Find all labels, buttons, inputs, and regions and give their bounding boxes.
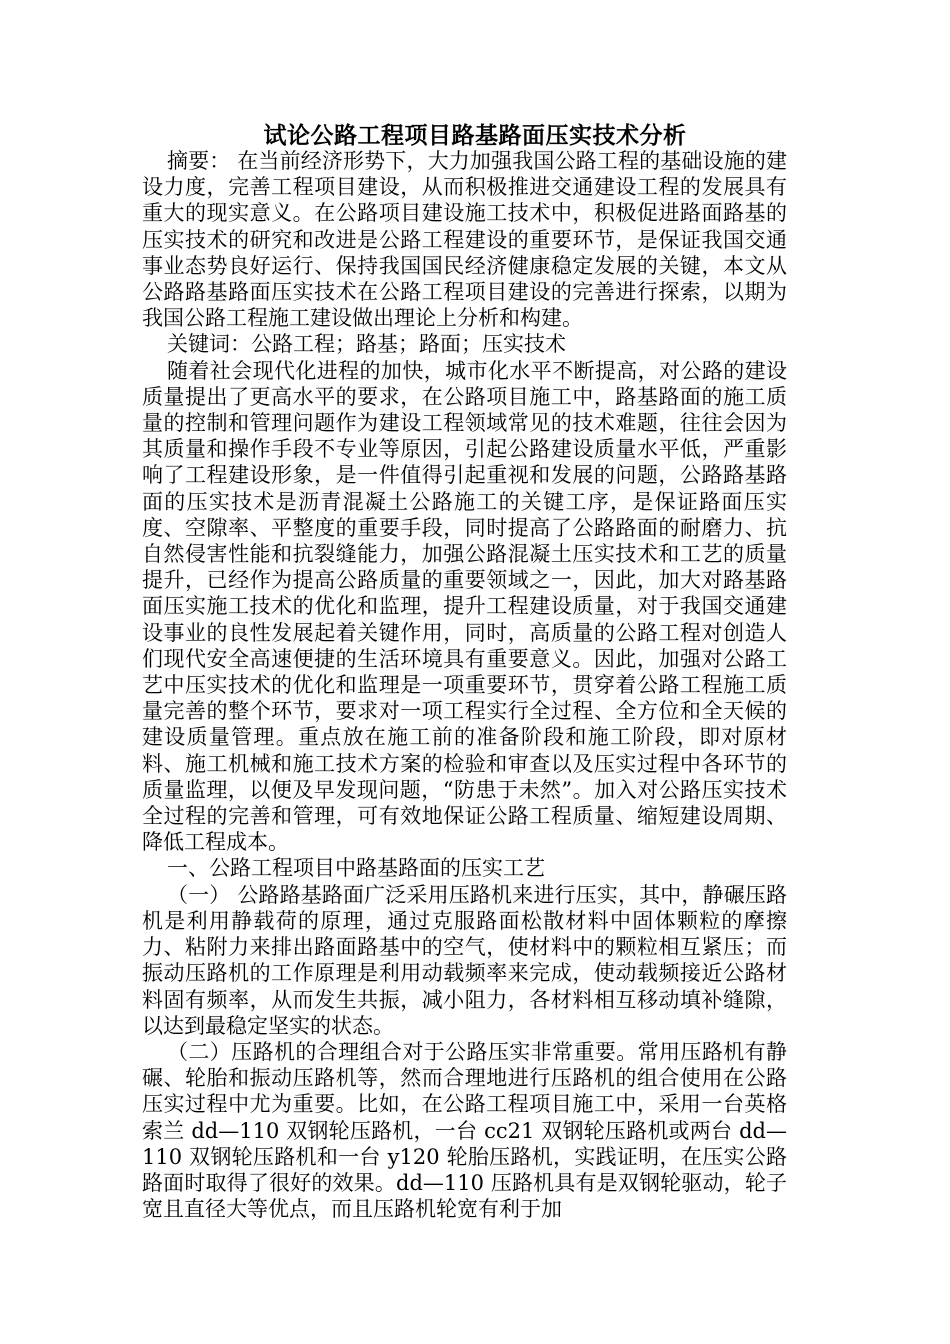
abstract-paragraph: 摘要： 在当前经济形势下，大力加强我国公路工程的基础设施的建设力度，完善工程项目建设，从而积极推进交通建设工程的发展具有重大的现实意义。在公路项目建设施工技术中，积极促进路面路基的压实技术的研究和改进是公路工程建设的重要环节，是保证我国交通事业态势良好运行、保持我国国民经济健康稳定发展的关键，本文从公路路基路面压实技术在公路工程项目建设的完善进行探索，以期为我国公路工程施工建设做出理论上分析和构建。 — [142, 149, 787, 331]
section-heading: 一、公路工程项目中路基路面的压实工艺 — [167, 856, 545, 881]
document-body — [142, 148, 787, 1222]
subsection-1-paragraph: （一） 公路路基路面广泛采用压路机来进行压实，其中，静碾压路机是利用静载荷的原理，通过克服路面松散材料中固体颗粒的摩擦力、粘附力来排出路面路基中的空气，使材料中的颗粒相互紧压；而振动压路机的工作原理是利用动载频率来完成，使动载频接近公路材料固有频率，从而发生共振，减小阻力，各材料相互移动填补缝隙，以达到最稳定坚实的状态。 — [142, 882, 787, 1038]
keywords-paragraph: 关键词：公路工程；路基；路面；压实技术 — [167, 332, 566, 357]
subsection-2-paragraph: （二）压路机的合理组合对于公路压实非常重要。常用压路机有静碾、轮胎和振动压路机等，然而合理地进行压路机的组合使用在公路压实过程中尤为重要。比如，在公路工程项目施工中，采用一台英格索兰 dd—110 双钢轮压路机，一台 cc21 双钢轮压路机或两台 dd—110 双钢轮压路机和一台 y120 轮胎压路机，实践证明，在压实公路路面时取得了很好的效果。dd—110 压路机具有是双钢轮驱动，轮子宽且直径大等优点，而且压路机轮宽有利于加 — [142, 1039, 787, 1222]
document-title: 试论公路工程项目路基路面压实技术分析 — [263, 123, 687, 149]
intro-paragraph: 随着社会现代化进程的加快，城市化水平不断提高，对公路的建设质量提出了更高水平的要求，在公路项目施工中，路基路面的施工质量的控制和管理问题作为建设工程领域常见的技术难题，往往会因为其质量和操作手段不专业等原因，引起公路建设质量水平低，严重影响了工程建设形象，是一件值得引起重视和发展的问题，公路路基路面的压实技术是沥青混凝土公路施工的关键工序，是保证路面压实度、空隙率、平整度的重要手段，同时提高了公路路面的耐磨力、抗自然侵害性能和抗裂缝能力，加强公路混凝土压实技术和工艺的质量提升，已经作为提高公路质量的重要领域之一，因此，加大对路基路面压实施工技术的优化和监理，提升工程建设质量，对于我国交通建设事业的良性发展起着关键作用，同时，高质量的公路工程对创造人们现代安全高速便捷的生活环境具有重要意义。因此，加强对公路工艺中压实技术的优化和监理是一项重要环节，贯穿着公路工程施工质量完善的整个环节，要求对一项工程实行全过程、全方位和全天候的建设质量管理。重点放在施工前的准备阶段和施工阶段，即对原材料、施工机械和施工技术方案的检验和审查以及压实过程中各环节的质量监理，以便及早发现问题，“防患于未然”。加入对公路压实技术全过程的完善和管理，可有效地保证公路工程质量、缩短建设周期、降低工程成本。 — [142, 358, 787, 855]
